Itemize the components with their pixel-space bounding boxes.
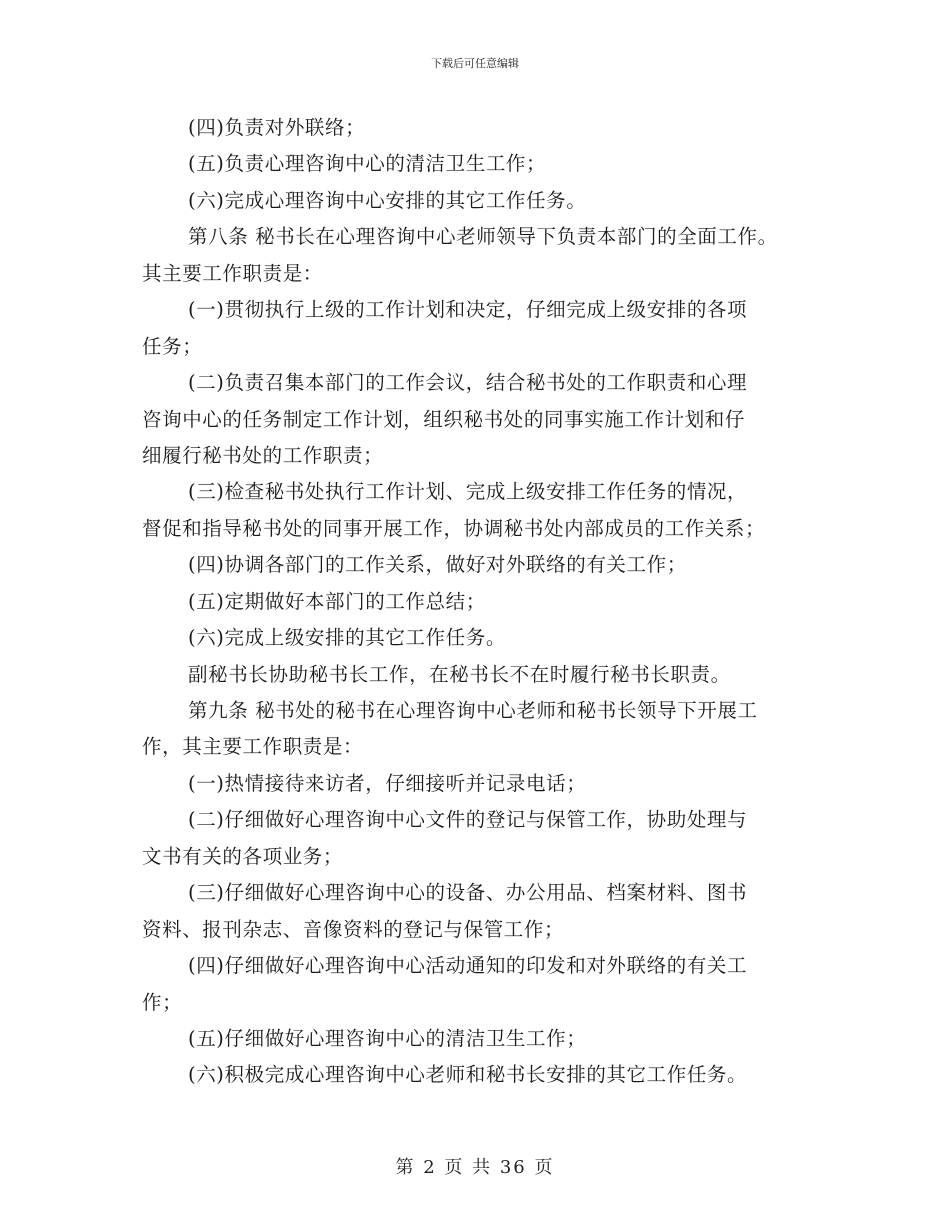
body-line: 督促和指导秘书处的同事开展工作，协调秘书处内部成员的工作关系； (142, 516, 766, 540)
body-line: (二)负责召集本部门的工作会议，结合秘书处的工作职责和心理 (188, 371, 748, 395)
body-line: 咨询中心的任务制定工作计划，组织秘书处的同事实施工作计划和仔 (142, 407, 746, 431)
article-heading-line: 第九条 秘书处的秘书在心理咨询中心老师和秘书长领导下开展工 (188, 699, 758, 722)
body-line: 文书有关的各项业务； (142, 844, 344, 868)
article-heading-line: 第八条 秘书长在心理咨询中心老师领导下负责本部门的全面工作。 (188, 225, 778, 249)
body-line: (三)仔细做好心理咨询中心的设备、办公用品、档案材料、图书 (188, 881, 748, 905)
body-line: (一)热情接待来访者，仔细接听并记录电话； (188, 771, 587, 795)
document-body (142, 110, 812, 1094)
body-line: (六)积极完成心理咨询中心老师和秘书长安排的其它工作任务。 (188, 1063, 748, 1087)
page-number-footer: 第 2 页 共 36 页 (395, 1157, 555, 1178)
body-line: 作，其主要工作职责是： (142, 735, 364, 759)
body-line: (六)完成心理咨询中心安排的其它工作任务。 (188, 188, 587, 212)
body-line: 资料、报刊杂志、音像资料的登记与保管工作； (142, 917, 565, 941)
body-line: 任务； (142, 334, 203, 358)
body-line: 细履行秘书处的工作职责； (142, 443, 384, 467)
body-line: (六)完成上级安排的其它工作任务。 (188, 626, 506, 650)
body-line: 其主要工作职责是： (142, 261, 323, 285)
body-line: (四)协调各部门的工作关系，做好对外联络的有关工作； (188, 553, 687, 577)
body-line: (五)仔细做好心理咨询中心的清洁卫生工作； (188, 1026, 587, 1050)
body-line: (四)仔细做好心理咨询中心活动通知的印发和对外联络的有关工 (188, 954, 748, 978)
body-line: 作； (142, 990, 183, 1014)
body-line: (三)检查秘书处执行工作计划、完成上级安排工作任务的情况， (188, 480, 748, 504)
body-line: (五)负责心理咨询中心的清洁卫生工作； (188, 152, 547, 176)
body-line: (五)定期做好本部门的工作总结； (188, 589, 486, 613)
body-line: (四)负责对外联络； (188, 116, 366, 139)
body-line: 副秘书长协助秘书长工作，在秘书长不在时履行秘书长职责。 (188, 662, 731, 686)
body-line: (二)仔细做好心理咨询中心文件的登记与保管工作，协助处理与 (188, 808, 748, 832)
body-line: (一)贯彻执行上级的工作计划和决定，仔细完成上级安排的各项 (188, 298, 748, 322)
page-header: 下载后可任意编辑 (431, 57, 519, 70)
